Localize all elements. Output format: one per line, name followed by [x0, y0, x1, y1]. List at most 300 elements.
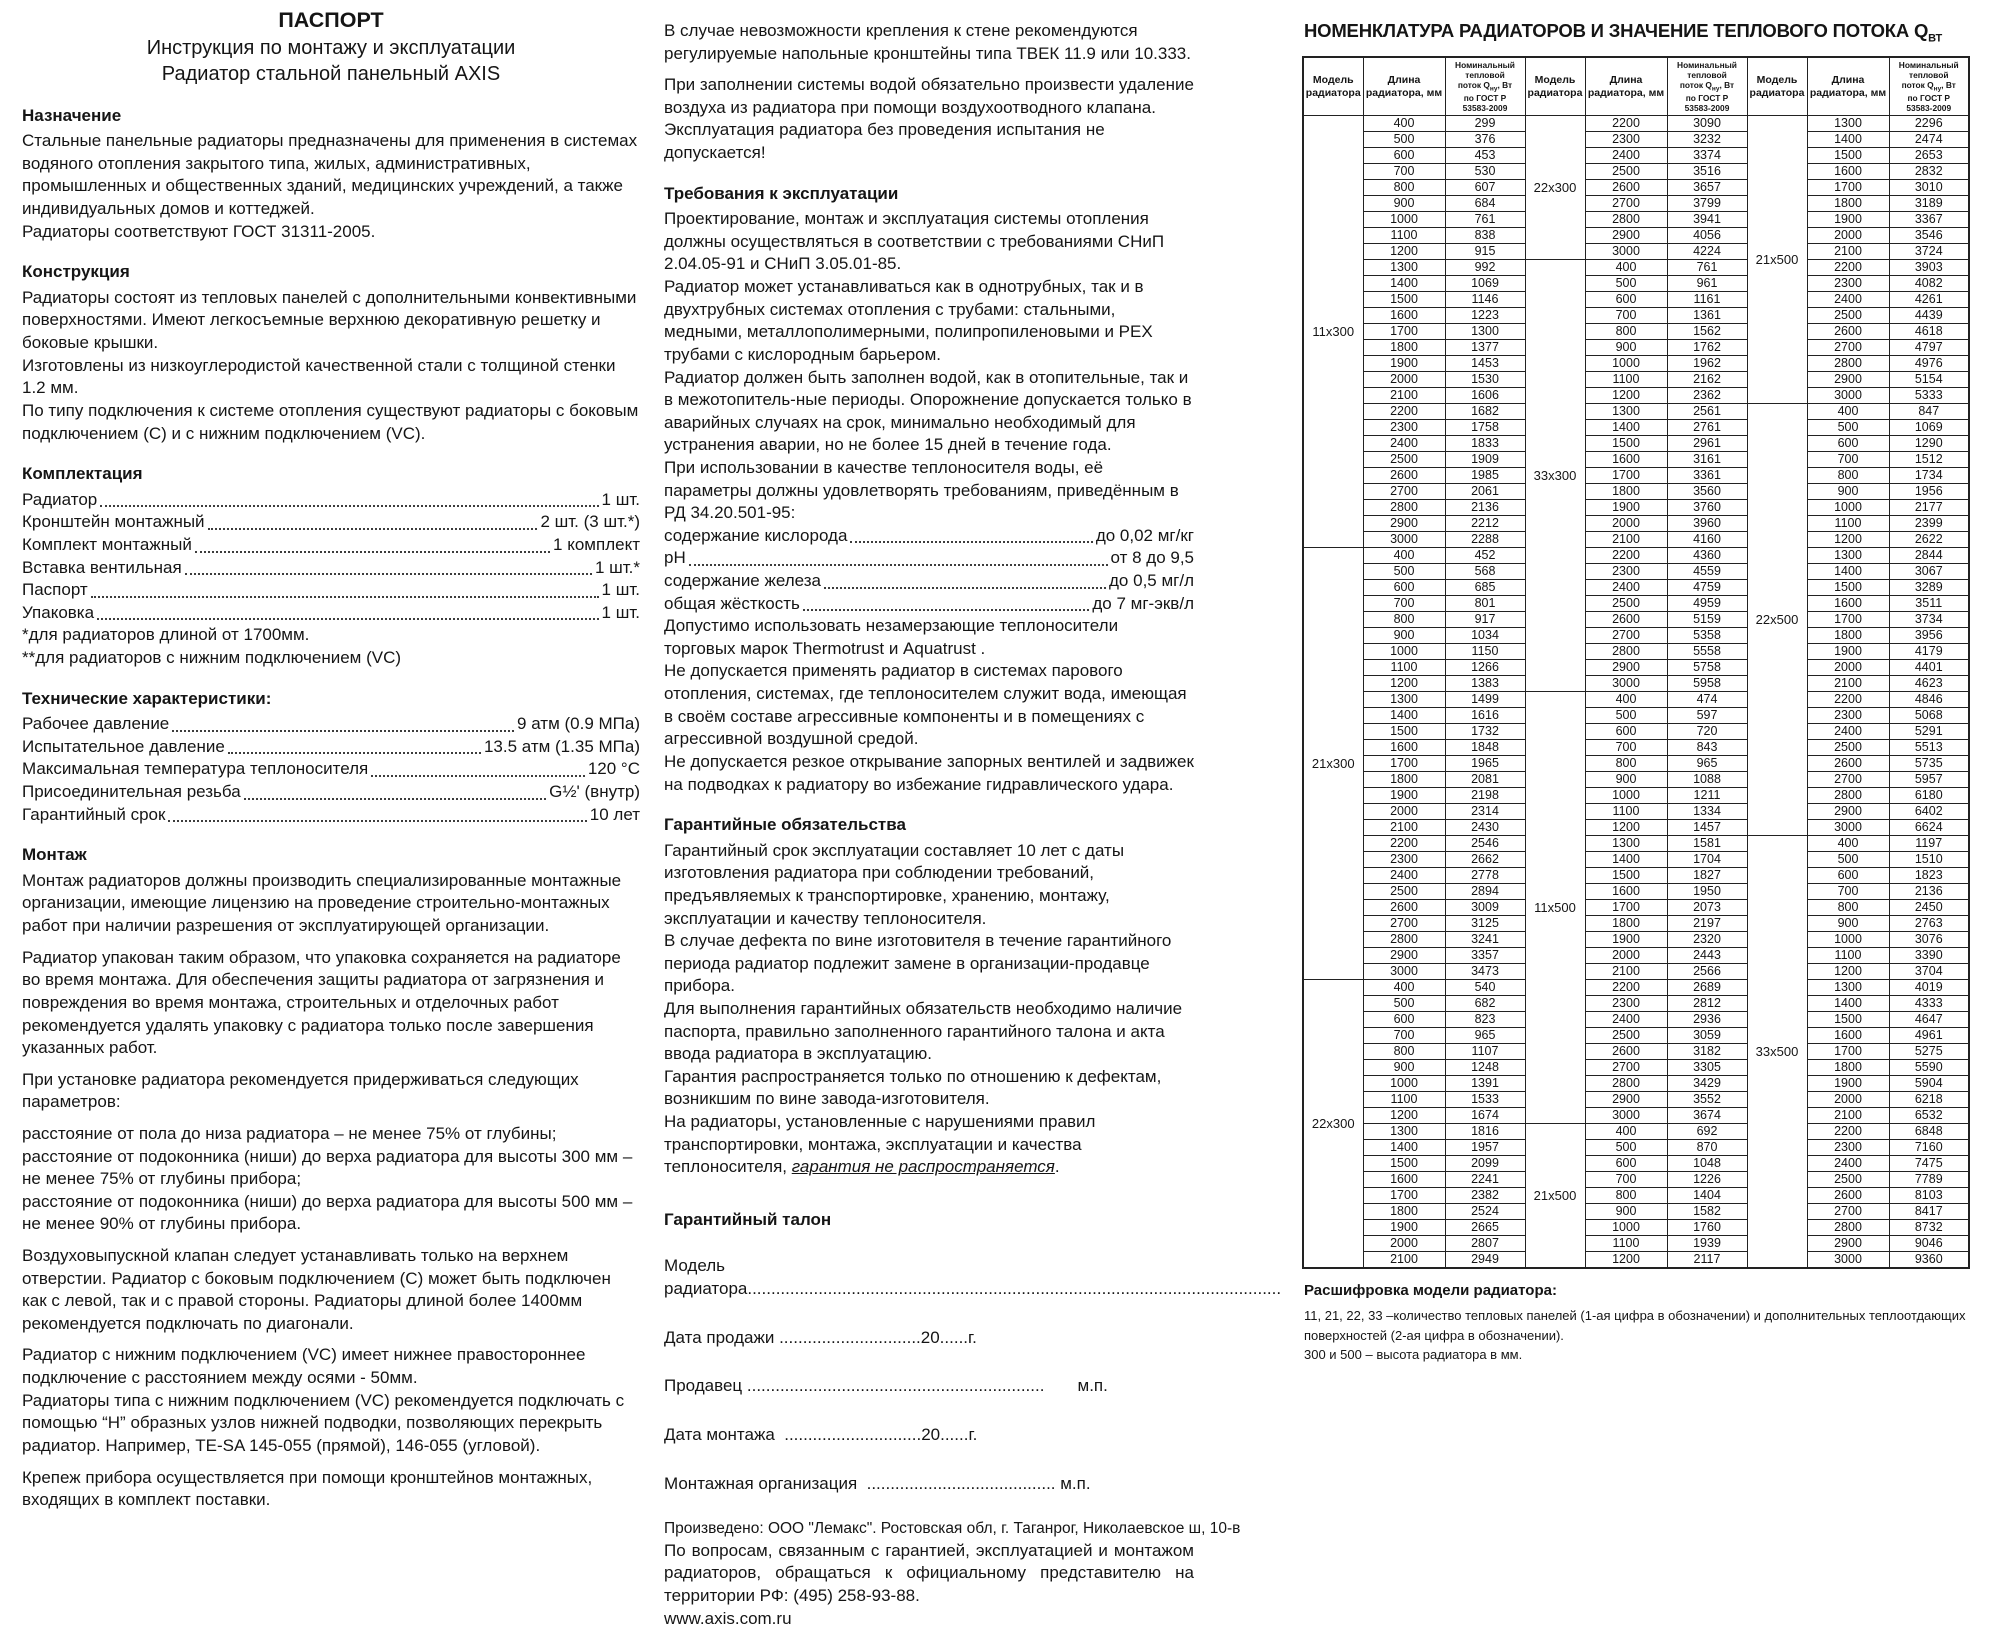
length-cell: 400: [1807, 836, 1889, 852]
table-row: [1303, 548, 1969, 564]
flux-cell: 8417: [1889, 1204, 1969, 1220]
dotted-leader: [100, 505, 598, 507]
length-cell: 2500: [1807, 1172, 1889, 1188]
flux-cell: 530: [1445, 164, 1525, 180]
flux-cell: 2073: [1667, 900, 1747, 916]
flux-cell: 1957: [1445, 1140, 1525, 1156]
table-row: [1303, 1252, 1969, 1269]
length-cell: 600: [1363, 1012, 1445, 1028]
length-cell: 2200: [1807, 1124, 1889, 1140]
table-row: [1303, 276, 1969, 292]
table-row: [1303, 532, 1969, 548]
length-cell: 2500: [1807, 308, 1889, 324]
water-param-label: содержание железа: [664, 571, 822, 591]
flux-cell: 1530: [1445, 372, 1525, 388]
section-heading-construction: Конструкция: [22, 262, 130, 282]
paragraph: При использовании в качестве теплоносителя воды, её параметры должны удовлетворять требованиям, приведённым в РД 34.20.501-95:: [664, 457, 1179, 523]
length-cell: 3000: [1585, 676, 1667, 692]
flux-cell: 1226: [1667, 1172, 1747, 1188]
kit-row: [22, 557, 640, 580]
length-cell: 2800: [1363, 932, 1445, 948]
length-cell: 2500: [1363, 452, 1445, 468]
dotted-leader: [228, 752, 481, 754]
flux-cell: 847: [1889, 404, 1969, 420]
section-heading-requirements: Требования к эксплуатации: [664, 183, 899, 203]
flux-cell: 1361: [1667, 308, 1747, 324]
coupon-sale-date-line: Дата продажи ..............................20......г.: [664, 1327, 977, 1347]
flux-cell: 2136: [1889, 884, 1969, 900]
length-cell: 500: [1363, 132, 1445, 148]
length-cell: 3000: [1585, 244, 1667, 260]
flux-header: Номинальный тепловой поток $Q_{ну}$, Вт по ГОСТ Р 53583-2009: [1445, 57, 1525, 116]
model-cell: 33x500: [1747, 836, 1807, 1269]
length-cell: 1100: [1363, 1092, 1445, 1108]
length-cell: 2600: [1363, 900, 1445, 916]
flux-cell: 2662: [1445, 852, 1525, 868]
length-cell: 1900: [1585, 932, 1667, 948]
model-header: Модель радиатора: [1525, 57, 1585, 116]
length-cell: 400: [1363, 116, 1445, 132]
length-cell: 1900: [1807, 644, 1889, 660]
flux-cell: 7160: [1889, 1140, 1969, 1156]
dotted-leader: [172, 730, 514, 732]
flux-cell: 6180: [1889, 788, 1969, 804]
flux-cell: 3560: [1667, 484, 1747, 500]
flux-cell: 3960: [1667, 516, 1747, 532]
length-cell: 1300: [1807, 116, 1889, 132]
flux-cell: 682: [1445, 996, 1525, 1012]
flux-cell: 965: [1445, 1028, 1525, 1044]
flux-cell: 5275: [1889, 1044, 1969, 1060]
table-row: [1303, 580, 1969, 596]
table-row: [1303, 612, 1969, 628]
flux-cell: 1939: [1667, 1236, 1747, 1252]
flux-cell: 992: [1445, 260, 1525, 276]
table-row: [1303, 740, 1969, 756]
table-row: [1303, 1236, 1969, 1252]
length-cell: 2100: [1807, 244, 1889, 260]
flux-cell: 3010: [1889, 180, 1969, 196]
length-cell: 2200: [1585, 548, 1667, 564]
flux-cell: 2524: [1445, 1204, 1525, 1220]
flux-cell: 1674: [1445, 1108, 1525, 1124]
length-cell: 700: [1363, 164, 1445, 180]
flux-cell: 3067: [1889, 564, 1969, 580]
spec-row: [22, 736, 640, 759]
length-cell: 1900: [1363, 1220, 1445, 1236]
table-row: [1303, 1124, 1969, 1140]
length-cell: 400: [1363, 548, 1445, 564]
flux-cell: 685: [1445, 580, 1525, 596]
length-cell: 2400: [1585, 580, 1667, 596]
flux-cell: 4019: [1889, 980, 1969, 996]
flux-cell: 6624: [1889, 820, 1969, 836]
length-cell: 1400: [1363, 708, 1445, 724]
flux-cell: 5590: [1889, 1060, 1969, 1076]
length-cell: 2900: [1363, 948, 1445, 964]
length-cell: 1500: [1807, 148, 1889, 164]
flux-cell: 5159: [1667, 612, 1747, 628]
flux-cell: 1404: [1667, 1188, 1747, 1204]
flux-cell: 1950: [1667, 884, 1747, 900]
flux-cell: 2689: [1667, 980, 1747, 996]
table-title-subscript: ВТ: [1928, 32, 1943, 45]
length-cell: 1100: [1363, 228, 1445, 244]
table-title-text: НОМЕНКЛАТУРА РАДИАТОРОВ И ЗНАЧЕНИЕ ТЕПЛОВОГО ПОТОКА Q: [1304, 20, 1929, 41]
length-cell: 2200: [1807, 260, 1889, 276]
flux-cell: 1985: [1445, 468, 1525, 484]
length-cell: 500: [1363, 996, 1445, 1012]
flux-cell: 5068: [1889, 708, 1969, 724]
table-row: [1303, 932, 1969, 948]
contacts-line: По вопросам, связанным с гарантией, эксплуатацией и монтажом радиаторов, обращаться к официальному представителю на территории РФ: (495) 258-93-88.: [664, 1540, 1194, 1605]
flux-cell: 4360: [1667, 548, 1747, 564]
flux-cell: 1211: [1667, 788, 1747, 804]
length-cell: 1200: [1585, 388, 1667, 404]
flux-cell: 961: [1667, 276, 1747, 292]
length-cell: 1200: [1807, 964, 1889, 980]
length-cell: 1800: [1585, 484, 1667, 500]
length-header: Длина радиатора, мм: [1585, 57, 1667, 116]
flux-cell: 4647: [1889, 1012, 1969, 1028]
flux-cell: 4160: [1667, 532, 1747, 548]
length-cell: 600: [1585, 292, 1667, 308]
length-cell: 600: [1585, 1156, 1667, 1172]
flux-cell: 1582: [1667, 1204, 1747, 1220]
length-cell: 600: [1363, 148, 1445, 164]
flux-cell: 3374: [1667, 148, 1747, 164]
flux-cell: 1833: [1445, 436, 1525, 452]
length-cell: 3000: [1363, 964, 1445, 980]
middle-column: [664, 20, 1282, 1630]
length-cell: 1900: [1363, 788, 1445, 804]
length-cell: 1000: [1363, 1076, 1445, 1092]
length-cell: 2400: [1585, 1012, 1667, 1028]
length-cell: 1300: [1585, 836, 1667, 852]
length-cell: 2500: [1585, 596, 1667, 612]
flux-cell: 4179: [1889, 644, 1969, 660]
flux-cell: 2936: [1667, 1012, 1747, 1028]
length-cell: 1300: [1807, 548, 1889, 564]
length-cell: 500: [1585, 276, 1667, 292]
paragraph: Не допускается резкое открывание запорных вентилей и задвижек на подводках к радиатору во избежание гидравлического удара.: [664, 751, 1194, 794]
length-cell: 1700: [1807, 612, 1889, 628]
flux-cell: 1965: [1445, 756, 1525, 772]
length-cell: 1100: [1807, 948, 1889, 964]
paragraph: Стальные панельные радиаторы предназначены для применения в системах водяного отопления закрытого типа, жилых, административных, промышленных и общественных зданий, медицинских учреждений, а также индивидуальных домов и коттеджей.: [22, 131, 638, 219]
kit-value: 1 шт.: [601, 602, 640, 622]
length-cell: 500: [1807, 420, 1889, 436]
length-cell: 400: [1585, 692, 1667, 708]
flux-cell: 1150: [1445, 644, 1525, 660]
flux-cell: 2622: [1889, 532, 1969, 548]
flux-cell: 1909: [1445, 452, 1525, 468]
flux-cell: 4082: [1889, 276, 1969, 292]
flux-cell: 3090: [1667, 116, 1747, 132]
length-cell: 1600: [1585, 452, 1667, 468]
paragraph: При установке радиатора рекомендуется придерживаться следующих параметров:: [22, 1069, 579, 1112]
kit-label: Радиатор: [22, 489, 98, 509]
flux-cell: 6218: [1889, 1092, 1969, 1108]
flux-cell: 2450: [1889, 900, 1969, 916]
table-row: [1303, 996, 1969, 1012]
table-row: [1303, 164, 1969, 180]
length-cell: 1400: [1807, 996, 1889, 1012]
table-row: [1303, 948, 1969, 964]
length-cell: 2400: [1807, 724, 1889, 740]
flux-cell: 1334: [1667, 804, 1747, 820]
table-row: [1303, 692, 1969, 708]
flux-cell: 5513: [1889, 740, 1969, 756]
length-cell: 1000: [1585, 1220, 1667, 1236]
length-cell: 700: [1363, 596, 1445, 612]
coupon-organization-line: Монтажная организация ........................................ м.п.: [664, 1473, 1091, 1493]
length-cell: 2100: [1363, 820, 1445, 836]
flux-cell: 3189: [1889, 196, 1969, 212]
flux-cell: 2198: [1445, 788, 1525, 804]
length-cell: 2700: [1585, 628, 1667, 644]
flux-cell: 5558: [1667, 644, 1747, 660]
flux-cell: 2099: [1445, 1156, 1525, 1172]
length-cell: 2100: [1585, 532, 1667, 548]
warranty-text: На радиаторы, установленные с нарушениями правил транспортировки, монтажа, эксплуатации и качества теплоносителя,: [664, 1112, 1096, 1177]
paragraph: Проектирование, монтаж и эксплуатация системы отопления должны осуществляться в соответствии с требованиями СНиП 2.04.05-91 и СНиП 3.05.01-85.: [664, 209, 1165, 274]
length-cell: 2300: [1585, 564, 1667, 580]
spec-value: G½' (внутр): [549, 782, 640, 802]
length-cell: 1400: [1363, 1140, 1445, 1156]
length-cell: 1500: [1363, 1156, 1445, 1172]
section-heading-purpose: Назначение: [22, 105, 122, 125]
flux-cell: 299: [1445, 116, 1525, 132]
flux-cell: 5735: [1889, 756, 1969, 772]
flux-cell: 1606: [1445, 388, 1525, 404]
flux-cell: 1088: [1667, 772, 1747, 788]
length-cell: 1400: [1807, 564, 1889, 580]
flux-cell: 3903: [1889, 260, 1969, 276]
length-cell: 3000: [1807, 388, 1889, 404]
table-row: [1303, 516, 1969, 532]
flux-cell: 1161: [1667, 292, 1747, 308]
flux-cell: 761: [1667, 260, 1747, 276]
flux-cell: 2761: [1667, 420, 1747, 436]
flux-header: Номинальный тепловой поток $Q_{ну}$, Вт по ГОСТ Р 53583-2009: [1889, 57, 1969, 116]
kit-value: 1 шт.*: [594, 557, 640, 577]
spec-label: Гарантийный срок: [22, 804, 166, 824]
table-row: [1303, 500, 1969, 516]
table-row: [1303, 820, 1969, 836]
dotted-leader: [185, 573, 592, 575]
length-cell: 2100: [1363, 1252, 1445, 1269]
length-cell: 2000: [1363, 372, 1445, 388]
flux-cell: 843: [1667, 740, 1747, 756]
flux-cell: 2546: [1445, 836, 1525, 852]
left-column: [22, 6, 640, 1512]
length-cell: 900: [1363, 628, 1445, 644]
flux-cell: 8732: [1889, 1220, 1969, 1236]
flux-cell: 2561: [1667, 404, 1747, 420]
paragraph: Крепеж прибора осуществляется при помощи кронштейнов монтажных, входящих в комплект поставки.: [22, 1467, 593, 1510]
flux-cell: 3760: [1667, 500, 1747, 516]
table-title: [1304, 20, 1974, 45]
length-cell: 2400: [1807, 292, 1889, 308]
flux-cell: 1533: [1445, 1092, 1525, 1108]
length-cell: 800: [1363, 612, 1445, 628]
kit-label: Упаковка: [22, 602, 95, 622]
length-cell: 1800: [1363, 340, 1445, 356]
water-param-label: содержание кислорода: [664, 525, 848, 545]
spec-label: Присоединительная резьба: [22, 782, 241, 802]
flux-cell: 3289: [1889, 580, 1969, 596]
length-cell: 1000: [1363, 212, 1445, 228]
flux-cell: 3724: [1889, 244, 1969, 260]
length-cell: 1600: [1363, 1172, 1445, 1188]
flux-cell: 1823: [1889, 868, 1969, 884]
flux-cell: 2241: [1445, 1172, 1525, 1188]
paragraph: Не допускается применять радиатор в системах парового отопления, системах, где теплоносителем служит вода, имеющая в своём составе агрессивные компоненты и в помещениях с агрессивной воздушной средой.: [664, 661, 1187, 749]
flux-cell: 3390: [1889, 948, 1969, 964]
length-cell: 700: [1363, 1028, 1445, 1044]
kit-label: Комплект монтажный: [22, 534, 192, 554]
length-cell: 2500: [1363, 884, 1445, 900]
table-row: [1303, 356, 1969, 372]
length-cell: 2200: [1585, 116, 1667, 132]
length-cell: 800: [1363, 180, 1445, 196]
length-cell: 2400: [1363, 436, 1445, 452]
length-cell: 2000: [1585, 516, 1667, 532]
flux-cell: 376: [1445, 132, 1525, 148]
model-cell: 21x300: [1303, 548, 1363, 980]
length-cell: 500: [1585, 708, 1667, 724]
length-cell: 2200: [1363, 404, 1445, 420]
flux-cell: 692: [1667, 1124, 1747, 1140]
length-cell: 1600: [1585, 884, 1667, 900]
flux-cell: 2136: [1445, 500, 1525, 516]
flux-cell: 568: [1445, 564, 1525, 580]
length-cell: 1900: [1807, 1076, 1889, 1092]
paragraph: Монтаж радиаторов должны производить специализированные монтажные организации, имеющие лицензию на проведение строительно-монтажных работ при наличии разрешения от эксплуатирующей организации.: [22, 870, 622, 936]
flux-cell: 5904: [1889, 1076, 1969, 1092]
paragraph: По типу подключения к системе отопления существуют радиаторы с боковым подключением (C) и с нижним подключением (VC).: [22, 400, 639, 443]
length-cell: 600: [1807, 868, 1889, 884]
flux-cell: 2177: [1889, 500, 1969, 516]
length-cell: 900: [1363, 1060, 1445, 1076]
flux-cell: 2362: [1667, 388, 1747, 404]
length-cell: 3000: [1585, 1108, 1667, 1124]
length-cell: 1000: [1363, 644, 1445, 660]
dotted-leader: [803, 609, 1089, 611]
flux-cell: 1453: [1445, 356, 1525, 372]
flux-cell: 5333: [1889, 388, 1969, 404]
length-cell: 1700: [1807, 1044, 1889, 1060]
flux-cell: 2763: [1889, 916, 1969, 932]
table-row: [1303, 1092, 1969, 1108]
flux-cell: 2832: [1889, 164, 1969, 180]
flux-cell: 1457: [1667, 820, 1747, 836]
flux-cell: 1616: [1445, 708, 1525, 724]
length-cell: 1200: [1363, 1108, 1445, 1124]
length-cell: 800: [1585, 324, 1667, 340]
paragraph: В случае дефекта по вине изготовителя в течение гарантийного периода радиатор подлежит замене в организации-продавце прибора.: [664, 931, 1172, 996]
table-row: [1303, 132, 1969, 148]
flux-cell: 1827: [1667, 868, 1747, 884]
flux-cell: 2844: [1889, 548, 1969, 564]
coupon-seller-line: Продавец ............................................................... м.п.: [664, 1376, 1108, 1396]
spec-row: [22, 713, 640, 736]
flux-cell: 5154: [1889, 372, 1969, 388]
flux-cell: 2197: [1667, 916, 1747, 932]
flux-cell: 5958: [1667, 676, 1747, 692]
length-cell: 1200: [1363, 244, 1445, 260]
table-row: [1303, 964, 1969, 980]
length-cell: 3000: [1807, 1252, 1889, 1269]
model-header: Модель радиатора: [1747, 57, 1807, 116]
length-cell: 1500: [1807, 580, 1889, 596]
spec-row: [22, 758, 640, 781]
table-row: [1303, 420, 1969, 436]
table-row: [1303, 868, 1969, 884]
length-cell: 2600: [1807, 1188, 1889, 1204]
table-row: [1303, 596, 1969, 612]
kit-row: [22, 534, 640, 557]
spec-row: [22, 804, 640, 827]
flux-cell: 4056: [1667, 228, 1747, 244]
length-cell: 800: [1807, 468, 1889, 484]
length-cell: 900: [1807, 916, 1889, 932]
flux-cell: 3009: [1445, 900, 1525, 916]
section-heading-warranty: Гарантийные обязательства: [664, 815, 906, 835]
length-cell: 2200: [1807, 692, 1889, 708]
length-cell: 1300: [1363, 1124, 1445, 1140]
length-cell: 2000: [1807, 660, 1889, 676]
flux-cell: 4797: [1889, 340, 1969, 356]
length-cell: 900: [1585, 340, 1667, 356]
length-cell: 1500: [1585, 868, 1667, 884]
paragraph: Допустимо использовать незамерзающие теплоносители торговых марок Thermotrust и Aquatrust .: [664, 616, 1119, 658]
water-param-row: [664, 525, 1194, 548]
length-cell: 2600: [1585, 1044, 1667, 1060]
paragraph: Воздуховыпускной клапан следует устанавливать только на верхнем отверстии. Радиатор с боковым подключением (C) может быть подключен как с левой, так и с правой стороны. Радиаторы длиной более 1400мм рекомендуется подключать по диагонали.: [22, 1246, 611, 1333]
flux-cell: 1512: [1889, 452, 1969, 468]
length-cell: 400: [1585, 1124, 1667, 1140]
flux-cell: 5957: [1889, 772, 1969, 788]
flux-cell: 2399: [1889, 516, 1969, 532]
flux-cell: 2474: [1889, 132, 1969, 148]
flux-cell: 1704: [1667, 852, 1747, 868]
length-cell: 1300: [1363, 692, 1445, 708]
length-cell: 2200: [1585, 980, 1667, 996]
flux-cell: 4961: [1889, 1028, 1969, 1044]
flux-cell: 3516: [1667, 164, 1747, 180]
table-row: [1303, 212, 1969, 228]
length-cell: 2600: [1585, 180, 1667, 196]
flux-cell: 3232: [1667, 132, 1747, 148]
section-heading-kit: Комплектация: [22, 464, 143, 484]
length-cell: 1300: [1807, 980, 1889, 996]
length-cell: 1800: [1807, 628, 1889, 644]
table-row: [1303, 644, 1969, 660]
dotted-leader: [168, 820, 586, 822]
length-cell: 1500: [1585, 436, 1667, 452]
flux-cell: 3941: [1667, 212, 1747, 228]
flux-cell: 917: [1445, 612, 1525, 628]
mounting-rule: расстояние от подоконника (ниши) до верха радиатора для высоты 500 мм – не менее 90% от глубины прибора.: [22, 1191, 633, 1234]
table-row: [1303, 260, 1969, 276]
flux-cell: 597: [1667, 708, 1747, 724]
model-cell: 22x500: [1747, 404, 1807, 836]
length-cell: 2500: [1585, 164, 1667, 180]
length-cell: 2800: [1807, 356, 1889, 372]
table-row: [1303, 756, 1969, 772]
